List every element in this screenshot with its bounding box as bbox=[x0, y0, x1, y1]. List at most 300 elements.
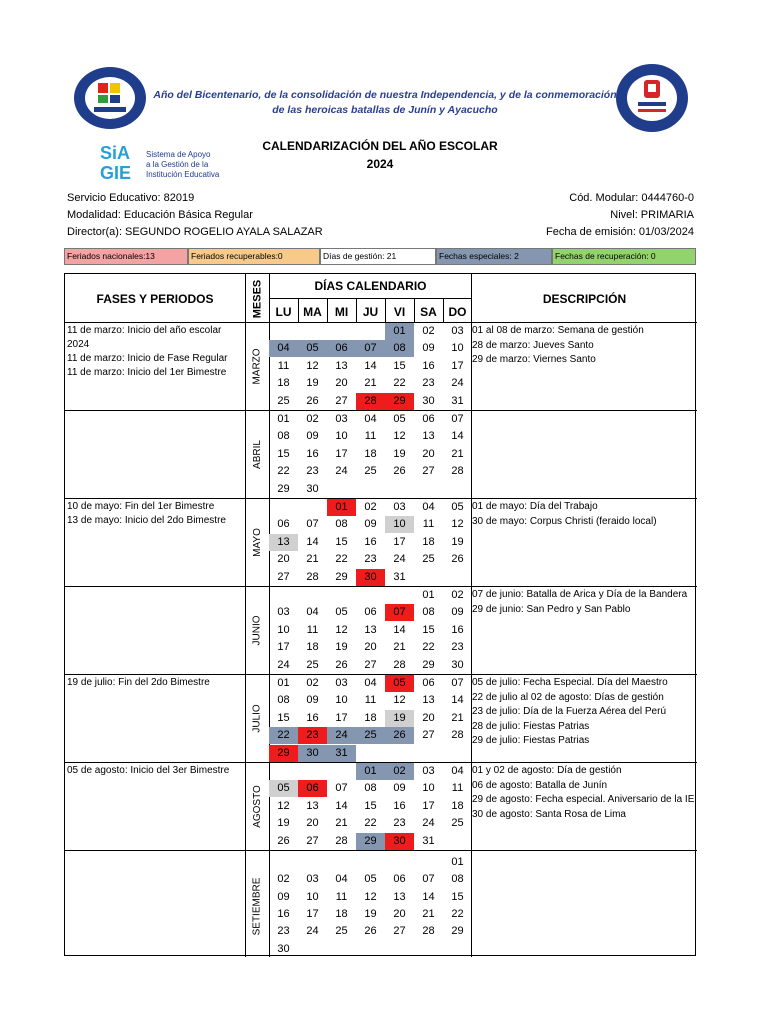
day-cell: 26 bbox=[277, 834, 290, 847]
svg-text:Sistema de Apoyo: Sistema de Apoyo bbox=[146, 150, 211, 159]
descripcion-item: 30 de agosto: Santa Rosa de Lima bbox=[472, 808, 626, 820]
day-cell: 31 bbox=[422, 834, 435, 847]
day-cell: 11 bbox=[364, 430, 377, 443]
day-cell: 03 bbox=[451, 325, 464, 337]
day-cell: 07 bbox=[306, 518, 319, 531]
day-cell: 06 bbox=[277, 518, 290, 531]
month-label bbox=[245, 411, 269, 498]
day-cell: 30 bbox=[422, 394, 435, 407]
day-cell: 09 bbox=[422, 342, 435, 355]
day-cell: 10 bbox=[306, 890, 319, 903]
day-cell: 22 bbox=[451, 908, 464, 920]
descripcion-item: 22 de julio al 02 de agosto: Días de gestión bbox=[472, 691, 664, 703]
day-cell: 08 bbox=[277, 694, 290, 707]
day-cell: 10 bbox=[335, 430, 348, 443]
day-cell: 09 bbox=[393, 782, 406, 795]
day-cell: 29 bbox=[422, 658, 435, 671]
day-cell: 11 bbox=[306, 623, 319, 636]
day-cell: 30 bbox=[356, 569, 385, 586]
day-cell: 07 bbox=[356, 340, 385, 357]
day-cell: 13 bbox=[422, 430, 435, 443]
motto-text bbox=[150, 88, 620, 118]
day-cell: 24 bbox=[335, 465, 348, 478]
title-line-1: CALENDARIZACIÓN DEL AÑO ESCOLAR bbox=[262, 139, 498, 153]
legend-fechas-recuperacion: Fechas de recuperación: 0 bbox=[552, 248, 696, 265]
svg-text:a la Gestión de la: a la Gestión de la bbox=[146, 160, 209, 169]
weekday-ma: MA bbox=[303, 305, 322, 319]
day-cell: 26 bbox=[335, 658, 348, 671]
day-cell: 13 bbox=[393, 890, 406, 903]
day-cell: 14 bbox=[306, 535, 319, 548]
day-cell: 02 bbox=[364, 501, 377, 513]
weekday-lu: LU bbox=[275, 305, 292, 319]
descripcion-item: 05 de julio: Fecha Especial. Día del Maestro bbox=[472, 677, 668, 688]
day-cell: 27 bbox=[422, 465, 435, 478]
day-cell: 05 bbox=[298, 340, 327, 357]
day-cell: 04 bbox=[364, 413, 377, 425]
day-cell: 14 bbox=[364, 359, 377, 372]
legend-fechas-especiales: Fechas especiales: 2 bbox=[436, 248, 552, 265]
day-cell: 04 bbox=[451, 765, 464, 777]
day-cell: 18 bbox=[335, 908, 348, 920]
day-cell: 28 bbox=[451, 465, 464, 478]
day-cell: 27 bbox=[364, 658, 377, 671]
day-cell: 16 bbox=[451, 623, 464, 636]
day-cell: 16 bbox=[306, 711, 319, 724]
day-cell: 25 bbox=[422, 553, 435, 566]
day-cell: 06 bbox=[327, 340, 356, 357]
day-cell: 21 bbox=[393, 641, 406, 654]
day-cell: 04 bbox=[269, 340, 298, 357]
day-cell: 26 bbox=[306, 394, 319, 407]
weekday-rule bbox=[443, 298, 444, 322]
month-name: JUNIO bbox=[251, 615, 263, 646]
day-cell: 27 bbox=[393, 925, 406, 938]
day-cell: 18 bbox=[364, 711, 377, 724]
day-cell: 12 bbox=[451, 518, 464, 531]
day-cell: 19 bbox=[385, 710, 414, 727]
day-cell: 21 bbox=[451, 447, 464, 460]
weekday-rule bbox=[298, 298, 299, 322]
day-cell: 18 bbox=[422, 535, 435, 548]
day-cell: 23 bbox=[298, 727, 327, 744]
day-cell: 04 bbox=[422, 501, 435, 513]
day-cell: 17 bbox=[306, 908, 319, 920]
svg-text:Institución Educativa: Institución Educativa bbox=[146, 170, 220, 179]
day-cell: 27 bbox=[422, 729, 435, 742]
descripcion-item: 07 de junio: Batalla de Arica y Día de la Bandera bbox=[472, 589, 688, 600]
day-cell: 15 bbox=[277, 711, 290, 724]
day-cell: 02 bbox=[306, 413, 319, 425]
day-cell: 17 bbox=[335, 447, 348, 460]
day-cell: 24 bbox=[277, 658, 290, 671]
day-cell: 06 bbox=[422, 677, 435, 689]
weekday-rule bbox=[356, 298, 357, 322]
day-cell: 15 bbox=[393, 359, 406, 372]
day-cell: 05 bbox=[451, 501, 464, 513]
day-cell: 05 bbox=[269, 780, 298, 797]
day-cell: 07 bbox=[451, 413, 464, 425]
day-cell: 12 bbox=[393, 694, 406, 707]
day-cell: 10 bbox=[385, 516, 414, 533]
day-cell: 26 bbox=[451, 553, 464, 566]
weekday-ju: JU bbox=[362, 305, 379, 319]
month-label bbox=[245, 675, 269, 762]
descripcion-item: 23 de julio: Día de la Fuerza Aérea del Perú bbox=[472, 706, 667, 717]
month-name: ABRIL bbox=[251, 440, 263, 469]
day-cell: 13 bbox=[422, 694, 435, 707]
day-cell: 20 bbox=[422, 711, 435, 724]
fases-cell bbox=[67, 500, 241, 528]
weekday-mi: MI bbox=[334, 305, 349, 319]
day-cell: 29 bbox=[356, 833, 385, 850]
day-cell: 20 bbox=[393, 908, 406, 920]
descripcion-item: 01 al 08 de marzo: Semana de gestión bbox=[472, 325, 644, 336]
weekday-do: DO bbox=[448, 305, 467, 319]
fase-item: 05 de agosto: Inicio del 3er Bimestre bbox=[67, 765, 230, 776]
descripcion-cell bbox=[472, 588, 696, 617]
day-cell: 01 bbox=[422, 589, 435, 601]
day-cell: 08 bbox=[335, 518, 348, 531]
day-cell: 20 bbox=[364, 641, 377, 654]
day-cell: 26 bbox=[364, 925, 377, 938]
day-cell: 01 bbox=[385, 323, 414, 340]
weekday-rule bbox=[414, 298, 415, 322]
fases-cell bbox=[67, 764, 241, 778]
descripcion-cell bbox=[472, 764, 696, 822]
day-cell: 03 bbox=[393, 501, 406, 513]
day-cell: 30 bbox=[306, 482, 319, 495]
month-label bbox=[245, 587, 269, 674]
month-label bbox=[245, 851, 269, 961]
day-cell: 04 bbox=[364, 677, 377, 689]
day-cell: 22 bbox=[277, 465, 290, 478]
day-cell: 12 bbox=[335, 623, 348, 636]
month-label bbox=[245, 763, 269, 850]
day-cell: 25 bbox=[306, 658, 319, 671]
day-cell: 29 bbox=[451, 925, 464, 938]
month-divider bbox=[65, 850, 697, 851]
descripcion-item: 01 y 02 de agosto: Día de gestión bbox=[472, 765, 622, 776]
day-cell: 24 bbox=[422, 817, 435, 830]
day-cell: 05 bbox=[393, 413, 406, 425]
day-cell: 03 bbox=[335, 413, 348, 425]
day-cell: 01 bbox=[327, 499, 356, 516]
day-cell: 25 bbox=[451, 817, 464, 830]
day-cell: 09 bbox=[306, 694, 319, 707]
day-cell: 11 bbox=[277, 359, 290, 372]
director: Director(a): SEGUNDO ROGELIO AYALA SALAZAR bbox=[67, 226, 323, 238]
descripcion-item: 28 de julio: Fiestas Patrias bbox=[472, 720, 590, 732]
weekday-vi: VI bbox=[393, 305, 406, 319]
day-cell: 22 bbox=[422, 641, 435, 654]
day-cell: 20 bbox=[306, 817, 319, 830]
day-cell: 25 bbox=[335, 925, 348, 938]
day-cell: 08 bbox=[364, 782, 377, 795]
day-cell: 23 bbox=[451, 641, 464, 654]
day-cell: 08 bbox=[422, 606, 435, 619]
motto-line-1: Año del Bicentenario, de la consolidación de nuestra Independencia, y de la conmemoración bbox=[153, 89, 617, 101]
fase-item: 11 de marzo: Inicio de Fase Regular bbox=[67, 353, 228, 364]
day-cell: 17 bbox=[422, 799, 435, 812]
day-cell: 23 bbox=[364, 553, 377, 566]
day-cell: 31 bbox=[393, 570, 406, 583]
day-cell: 31 bbox=[327, 745, 356, 762]
day-cell: 16 bbox=[306, 447, 319, 460]
day-cell: 15 bbox=[364, 799, 377, 812]
day-cell: 25 bbox=[277, 394, 290, 407]
day-cell: 07 bbox=[422, 873, 435, 886]
day-cell: 03 bbox=[422, 765, 435, 777]
descripcion-item: 29 de agosto: Fecha especial. Aniversario de la IE bbox=[472, 794, 695, 805]
day-cell: 31 bbox=[451, 394, 464, 407]
day-cell: 12 bbox=[277, 799, 290, 812]
day-cell: 26 bbox=[393, 465, 406, 478]
day-cell: 02 bbox=[277, 873, 290, 886]
day-cell: 07 bbox=[335, 782, 348, 795]
day-cell: 19 bbox=[306, 377, 319, 390]
month-name: SETIEMBRE bbox=[251, 877, 263, 935]
day-cell: 14 bbox=[451, 694, 464, 707]
day-cell: 30 bbox=[385, 833, 414, 850]
day-cell: 28 bbox=[422, 925, 435, 938]
fecha-emision: Fecha de emisión: 01/03/2024 bbox=[546, 226, 694, 238]
day-cell: 28 bbox=[306, 570, 319, 583]
descripcion-cell bbox=[472, 676, 696, 749]
day-cell: 10 bbox=[451, 342, 464, 355]
day-cell: 20 bbox=[335, 377, 348, 390]
day-cell: 17 bbox=[451, 359, 464, 372]
month-label bbox=[245, 499, 269, 586]
day-cell: 28 bbox=[451, 729, 464, 742]
day-cell: 06 bbox=[393, 873, 406, 886]
day-cell: 09 bbox=[306, 430, 319, 443]
day-cell: 18 bbox=[451, 799, 464, 812]
descripcion-item: 29 de julio: Fiestas Patrias bbox=[472, 735, 590, 746]
day-cell: 17 bbox=[393, 535, 406, 548]
day-cell: 14 bbox=[393, 623, 406, 636]
day-cell: 02 bbox=[422, 325, 435, 337]
servicio-educativo: Servicio Educativo: 82019 bbox=[67, 192, 195, 204]
day-cell: 02 bbox=[385, 763, 414, 780]
col-header-meses-label: MESES bbox=[251, 279, 264, 319]
descripcion-item: 29 de marzo: Viernes Santo bbox=[472, 354, 596, 365]
page-title bbox=[180, 137, 580, 173]
descripcion-item: 29 de junio: San Pedro y San Pablo bbox=[472, 603, 631, 615]
descripcion-cell bbox=[472, 500, 696, 529]
day-cell: 07 bbox=[385, 604, 414, 621]
day-cell: 06 bbox=[422, 413, 435, 425]
day-cell: 29 bbox=[269, 745, 298, 762]
day-cell: 23 bbox=[306, 465, 319, 478]
day-cell: 21 bbox=[306, 553, 319, 566]
motto-line-2: de las heroicas batallas de Junín y Ayacucho bbox=[272, 104, 498, 116]
day-cell: 18 bbox=[277, 377, 290, 390]
day-cell: 15 bbox=[335, 535, 348, 548]
day-cell: 21 bbox=[335, 817, 348, 830]
day-cell: 29 bbox=[385, 393, 414, 410]
day-cell: 04 bbox=[306, 606, 319, 619]
day-cell: 08 bbox=[451, 873, 464, 886]
fase-item: 13 de mayo: Inicio del 2do Bimestre bbox=[67, 515, 226, 526]
weekday-sa: SA bbox=[420, 305, 437, 319]
day-cell: 28 bbox=[393, 658, 406, 671]
day-cell: 16 bbox=[393, 799, 406, 812]
descripcion-cell bbox=[472, 324, 696, 368]
day-cell: 16 bbox=[277, 908, 290, 920]
day-cell: 28 bbox=[335, 834, 348, 847]
day-cell: 24 bbox=[306, 925, 319, 938]
day-cell: 24 bbox=[327, 727, 356, 744]
day-cell: 11 bbox=[422, 518, 435, 531]
col-header-descripcion: DESCRIPCIÓN bbox=[542, 292, 627, 306]
day-cell: 25 bbox=[364, 465, 377, 478]
day-cell: 12 bbox=[364, 890, 377, 903]
day-cell: 20 bbox=[277, 553, 290, 566]
day-cell: 11 bbox=[335, 890, 348, 903]
day-cell: 11 bbox=[451, 782, 464, 795]
day-cell: 19 bbox=[451, 535, 464, 548]
descripcion-item: 28 de marzo: Jueves Santo bbox=[472, 339, 594, 351]
day-cell: 09 bbox=[364, 518, 377, 531]
fase-item: 11 de marzo: Inicio del 1er Bimestre bbox=[67, 367, 227, 378]
day-cell: 23 bbox=[277, 925, 290, 938]
col-header-meses bbox=[245, 274, 269, 324]
day-cell: 02 bbox=[306, 677, 319, 689]
day-cell: 23 bbox=[393, 817, 406, 830]
day-cell: 23 bbox=[422, 377, 435, 390]
day-cell: 13 bbox=[364, 623, 377, 636]
day-cell: 11 bbox=[364, 694, 377, 707]
day-cell: 08 bbox=[277, 430, 290, 443]
month-name: JULIO bbox=[251, 704, 263, 733]
fases-cell bbox=[67, 324, 241, 380]
month-name: MAYO bbox=[251, 528, 263, 557]
day-cell: 25 bbox=[356, 727, 385, 744]
day-cell: 02 bbox=[451, 589, 464, 601]
day-cell: 28 bbox=[356, 393, 385, 410]
day-cell: 09 bbox=[277, 890, 290, 903]
day-cell: 26 bbox=[385, 727, 414, 744]
day-cell: 17 bbox=[335, 711, 348, 724]
day-cell: 09 bbox=[451, 606, 464, 619]
day-cell: 22 bbox=[364, 817, 377, 830]
day-cell: 07 bbox=[451, 677, 464, 689]
day-cell: 19 bbox=[277, 817, 290, 830]
day-cell: 30 bbox=[277, 942, 290, 955]
ugel-cajamarca-logo bbox=[72, 65, 148, 131]
day-cell: 14 bbox=[451, 430, 464, 443]
day-cell: 19 bbox=[393, 447, 406, 460]
day-cell: 01 bbox=[277, 413, 290, 425]
day-cell: 10 bbox=[335, 694, 348, 707]
day-cell: 18 bbox=[364, 447, 377, 460]
header-divider bbox=[269, 298, 472, 299]
day-cell: 06 bbox=[298, 780, 327, 797]
day-cell: 29 bbox=[335, 570, 348, 583]
day-cell: 06 bbox=[364, 606, 377, 619]
day-cell: 13 bbox=[306, 799, 319, 812]
fases-cell bbox=[67, 676, 241, 690]
day-cell: 21 bbox=[364, 377, 377, 390]
day-cell: 10 bbox=[422, 782, 435, 795]
descripcion-item: 30 de mayo: Corpus Christi (feraido local) bbox=[472, 515, 657, 527]
legend-feriados-recuperables: Feriados recuperables:0 bbox=[188, 248, 320, 265]
day-cell: 27 bbox=[335, 394, 348, 407]
title-line-2: 2024 bbox=[366, 157, 394, 171]
day-cell: 01 bbox=[277, 677, 290, 689]
day-cell: 19 bbox=[335, 641, 348, 654]
descripcion-item: 06 de agosto: Batalla de Junín bbox=[472, 779, 608, 791]
svg-text:GIE: GIE bbox=[100, 163, 132, 182]
day-cell: 30 bbox=[298, 745, 327, 762]
day-cell: 30 bbox=[451, 658, 464, 671]
calendar-table bbox=[64, 273, 696, 956]
day-cell: 01 bbox=[451, 855, 464, 868]
descripcion-item: 01 de mayo: Día del Trabajo bbox=[472, 501, 598, 512]
fase-item: 11 de marzo: Inicio del año escolar 2024 bbox=[67, 325, 222, 350]
day-cell: 22 bbox=[335, 553, 348, 566]
col-header-fases: FASES Y PERIODOS bbox=[96, 292, 214, 306]
legend-feriados-nacionales: Feriados nacionales:13 bbox=[64, 248, 188, 265]
day-cell: 17 bbox=[277, 641, 290, 654]
day-cell: 05 bbox=[364, 873, 377, 886]
weekday-rule bbox=[385, 298, 386, 322]
day-cell: 08 bbox=[385, 340, 414, 357]
day-cell: 12 bbox=[306, 359, 319, 372]
day-cell: 01 bbox=[356, 763, 385, 780]
day-cell: 15 bbox=[277, 447, 290, 460]
header-bottom-rule bbox=[65, 322, 697, 323]
legend-bar bbox=[64, 248, 696, 265]
day-cell: 05 bbox=[385, 675, 414, 692]
day-cell: 14 bbox=[422, 890, 435, 903]
day-cell: 22 bbox=[393, 377, 406, 390]
weekday-rule bbox=[327, 298, 328, 322]
month-label bbox=[245, 323, 269, 410]
day-cell: 27 bbox=[277, 570, 290, 583]
day-cell: 24 bbox=[451, 377, 464, 390]
day-cell: 18 bbox=[306, 641, 319, 654]
day-cell: 14 bbox=[335, 799, 348, 812]
day-cell: 21 bbox=[451, 711, 464, 724]
day-cell: 16 bbox=[364, 535, 377, 548]
modalidad: Modalidad: Educación Básica Regular bbox=[67, 209, 253, 221]
svg-text:SiA: SiA bbox=[100, 143, 131, 163]
day-cell: 03 bbox=[306, 873, 319, 886]
day-cell: 15 bbox=[451, 890, 464, 903]
day-cell: 29 bbox=[277, 482, 290, 495]
day-cell: 19 bbox=[364, 908, 377, 920]
day-cell: 22 bbox=[269, 727, 298, 744]
day-cell: 27 bbox=[306, 834, 319, 847]
day-cell: 24 bbox=[393, 553, 406, 566]
cod-modular: Cód. Modular: 0444760-0 bbox=[569, 192, 694, 204]
day-cell: 16 bbox=[422, 359, 435, 372]
day-cell: 10 bbox=[277, 623, 290, 636]
col-header-dias: DÍAS CALENDARIO bbox=[314, 279, 427, 293]
day-cell: 13 bbox=[269, 534, 298, 551]
month-divider bbox=[65, 586, 697, 587]
day-cell: 03 bbox=[335, 677, 348, 689]
day-cell: 15 bbox=[422, 623, 435, 636]
fase-item: 10 de mayo: Fin del 1er Bimestre bbox=[67, 501, 215, 512]
day-cell: 03 bbox=[277, 606, 290, 619]
day-cell: 05 bbox=[335, 606, 348, 619]
month-name: AGOSTO bbox=[251, 785, 263, 828]
day-cell: 21 bbox=[422, 908, 435, 920]
fase-item: 19 de julio: Fin del 2do Bimestre bbox=[67, 677, 210, 688]
